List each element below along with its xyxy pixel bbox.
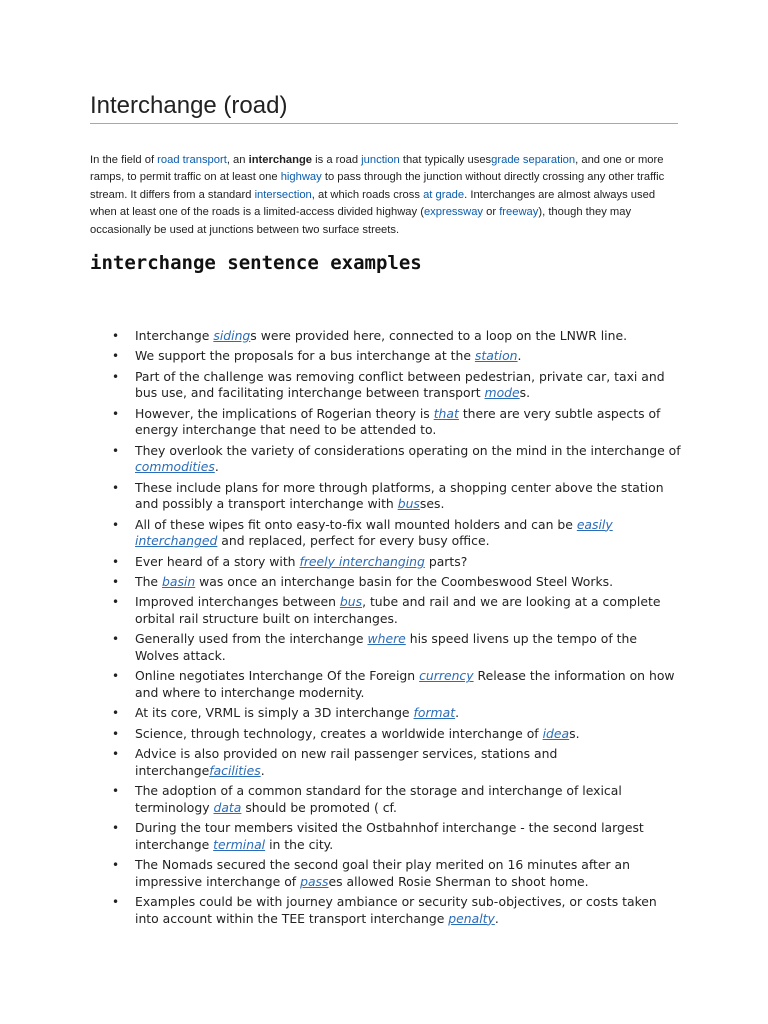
intro-text: , an — [226, 154, 249, 166]
example-text: s. — [519, 385, 531, 401]
example-item — [90, 443, 682, 476]
example-text: During the tour members visited the Ostbahnhof interchange - the second largest interchange — [135, 820, 644, 852]
example-text: Advice is also provided on new rail passenger services, stations and interchange — [135, 746, 558, 778]
example-item — [90, 348, 682, 365]
bullet-icon: • — [112, 595, 120, 610]
intro-paragraph — [90, 152, 682, 239]
example-text: parts? — [424, 553, 468, 569]
example-link[interactable]: siding — [213, 328, 251, 343]
link-highway[interactable]: highway — [280, 171, 322, 184]
bullet-icon: • — [112, 632, 120, 647]
example-item — [90, 517, 682, 550]
bullet-icon: • — [112, 895, 120, 910]
link-freeway[interactable]: freeway — [499, 206, 539, 219]
bullet-icon: • — [112, 369, 120, 384]
link-junction[interactable]: junction — [361, 154, 400, 166]
intro-term-bold: interchange — [248, 154, 313, 166]
link-grade-separation[interactable]: grade separation — [491, 154, 576, 166]
example-text: . — [517, 348, 522, 364]
example-text: es allowed Rosie Sherman to shoot home. — [328, 873, 589, 889]
example-link[interactable]: facilities — [209, 762, 261, 778]
example-link[interactable]: bus — [397, 496, 420, 512]
example-text: They overlook the variety of considerations operating on the mind in the interchange of — [135, 442, 681, 458]
example-link[interactable]: freely interchanging — [299, 553, 425, 569]
bullet-icon: • — [112, 349, 120, 364]
example-item — [90, 406, 682, 439]
example-link[interactable]: format — [413, 705, 456, 721]
bullet-icon: • — [112, 669, 120, 684]
example-text: . — [214, 459, 219, 475]
intro-text: to pass through the junction without directly crossing any other traffic stream. It differs from a standard — [90, 171, 665, 201]
example-text: . — [260, 762, 265, 778]
bullet-icon: • — [112, 329, 120, 343]
example-link[interactable]: that — [433, 405, 459, 421]
bullet-icon: • — [112, 480, 120, 495]
example-link[interactable]: currency — [419, 668, 474, 684]
example-link[interactable]: mode — [484, 385, 520, 401]
example-text: Improved interchanges between — [135, 594, 340, 610]
example-link[interactable]: easily interchanged — [135, 516, 613, 549]
intro-text: , at which roads cross — [311, 188, 424, 201]
example-text: Generally used from the interchange — [135, 631, 368, 647]
link-road-transport[interactable]: road transport — [157, 154, 227, 166]
example-text: Part of the challenge was removing conflict between pedestrian, private car, taxi and bus use, and facilitating interchange between transport — [135, 368, 665, 401]
example-item — [90, 668, 682, 701]
example-text: All of these wipes fit onto easy-to-fix wall mounted holders and can be — [135, 516, 577, 532]
example-link[interactable]: terminal — [213, 836, 266, 852]
example-text: The adoption of a common standard for the storage and interchange of lexical terminology — [135, 783, 622, 815]
example-text: there are very subtle aspects of energy interchange that need to be attended to. — [135, 405, 661, 438]
link-at-grade[interactable]: at grade — [423, 188, 465, 201]
intro-text: ), though they may occasionally be used at junctions between two surface streets. — [90, 206, 632, 236]
example-text: However, the implications of Rogerian theory is — [135, 405, 434, 421]
bullet-icon: • — [112, 554, 120, 569]
example-item — [90, 594, 682, 627]
bullet-icon: • — [112, 784, 120, 799]
example-text: his speed livens up the tempo of the Wolves attack. — [135, 631, 637, 664]
example-link[interactable]: bus — [339, 594, 363, 610]
example-text: Ever heard of a story with — [135, 553, 300, 569]
bullet-icon: • — [112, 406, 120, 421]
example-item — [90, 554, 682, 571]
example-item — [90, 328, 682, 345]
section-heading: interchange sentence examples — [90, 252, 422, 274]
example-link[interactable]: commodities — [135, 459, 215, 475]
example-link[interactable]: idea — [542, 725, 570, 741]
bullet-icon: • — [112, 858, 120, 873]
intro-text: In the field of — [90, 154, 158, 166]
example-text: in the city. — [265, 836, 334, 852]
link-expressway[interactable]: expressway — [423, 206, 484, 219]
example-text: ses. — [419, 496, 445, 512]
example-text: . — [494, 910, 499, 926]
intro-text: . Interchanges are almost always used when at least one of the roads is a limited-access divided highway ( — [90, 188, 656, 219]
example-item — [90, 369, 682, 402]
intro-text: , and one or more ramps, to permit traffic on at least one — [90, 154, 664, 184]
example-text: At its core, VRML is simply a 3D interchange — [135, 705, 414, 721]
examples-list — [90, 328, 682, 931]
example-text: Interchange — [135, 328, 214, 343]
example-text: Examples could be with journey ambiance or security sub-objectives, or costs taken into account within the TEE transport interchange — [135, 894, 657, 926]
example-item — [90, 574, 682, 591]
example-text: and replaced, perfect for every busy office. — [217, 533, 490, 549]
intro-text: that typically uses — [399, 154, 492, 166]
page-title: Interchange (road) — [90, 92, 678, 124]
bullet-icon: • — [112, 747, 120, 762]
example-item — [90, 705, 682, 722]
example-item — [90, 894, 682, 927]
example-text: s. — [569, 725, 580, 741]
example-item — [90, 726, 682, 743]
bullet-icon: • — [112, 575, 120, 590]
example-item — [90, 820, 682, 853]
bullet-icon: • — [112, 706, 120, 721]
example-text: These include plans for more through platforms, a shopping center above the station and possibly a transport interchange with — [135, 479, 664, 512]
example-item — [90, 857, 682, 890]
example-link[interactable]: station — [474, 348, 518, 364]
example-link[interactable]: penalty — [448, 910, 495, 926]
example-link[interactable]: pass — [300, 873, 329, 889]
example-text: The Nomads secured the second goal their play merited on 16 minutes after an impressive interchange of — [135, 857, 630, 889]
intro-text: is a road — [312, 154, 362, 166]
bullet-icon: • — [112, 517, 120, 532]
example-link[interactable]: where — [367, 631, 406, 647]
bullet-icon: • — [112, 821, 120, 836]
example-item — [90, 631, 682, 664]
example-link[interactable]: data — [213, 799, 242, 815]
example-text: was once an interchange basin for the Coombeswood Steel Works. — [195, 574, 614, 590]
example-item — [90, 783, 682, 816]
example-text: Online negotiates Interchange Of the Foreign — [135, 668, 420, 684]
example-text: Release the information on how and where to interchange modernity. — [135, 668, 675, 701]
bullet-icon: • — [112, 443, 120, 458]
example-text: Science, through technology, creates a worldwide interchange of — [135, 725, 543, 741]
example-text: should be promoted ( cf. — [241, 799, 397, 815]
example-text: We support the proposals for a bus interchange at the — [135, 348, 475, 364]
example-link[interactable]: basin — [161, 574, 196, 590]
example-text: , tube and rail and we are looking at a complete orbital rail structure built on interchanges. — [135, 594, 661, 627]
example-text: The — [135, 574, 162, 590]
example-item — [90, 746, 682, 779]
link-intersection[interactable]: intersection — [254, 188, 312, 201]
example-item — [90, 480, 682, 513]
intro-text: or — [483, 206, 500, 219]
example-text: s were provided here, connected to a loop on the LNWR line. — [250, 328, 628, 343]
bullet-icon: • — [112, 726, 120, 741]
example-text: . — [455, 705, 460, 721]
